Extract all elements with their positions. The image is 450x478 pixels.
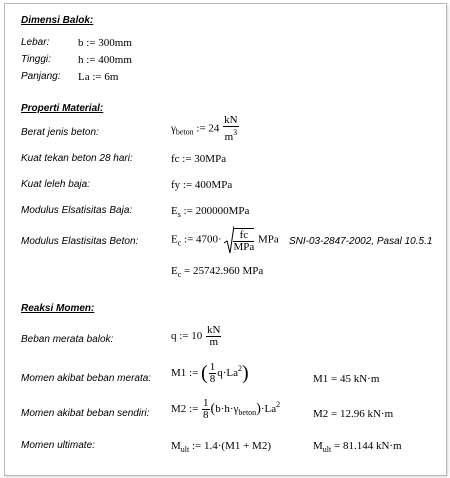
sqrt-symbol: $\frac{fc}{\text{MPa}}$ (224, 225, 255, 255)
section-heading-reaksi: Reaksi Momen: (21, 303, 95, 314)
label-modulus-baja: Modulus Elsatisitas Baja: (21, 205, 133, 216)
label-tinggi: Tinggi: (21, 54, 51, 65)
eq-es: $E_s$ := 200000MPa (171, 205, 250, 219)
eq-fc: fc := 30MPa (171, 153, 227, 165)
fraction-kn-m: $\frac{kN}{m}$ (207, 324, 221, 348)
eq-berat-jenis: $\gamma_{beton}$ := 24 $\frac{kN}{m^3}$ (171, 114, 238, 143)
eq-m2: M2 := $\frac{1}{8}$ $(b\cdot h\cdot\gamma_{beton})\cdot La^2$ (171, 397, 281, 421)
result-m2: M2 = 12.96 kN·m (313, 408, 394, 420)
label-beban-merata: Beban merata balok: (21, 334, 114, 345)
label-kuat-tekan: Kuat tekan beton 28 hari: (21, 153, 133, 164)
section-heading-properti: Properti Material: (21, 103, 104, 114)
label-modulus-beton: Modulus Elastisitas Beton: (21, 236, 139, 247)
label-berat-jenis: Berat jenis beton: (21, 127, 99, 138)
result-mult: $M_{ult} = 81.144$ kN·m (313, 440, 402, 454)
eq-tinggi: h := 400mm (78, 54, 132, 66)
eq-q: q := 10 $\frac{kN}{m}$ (171, 324, 221, 348)
label-momen-ultimate: Momen ultimate: (21, 440, 95, 451)
section-heading-dimensi: Dimensi Balok: (21, 15, 94, 26)
eq-m1: M1 := ( $\frac{1}{8}$ $q\cdot La^2$) (171, 361, 249, 385)
eq-ec: $E_c$ := 4700· $\frac{fc}{\text{MPa}}$ MPa (171, 225, 279, 255)
label-momen-sendiri: Momen akibat beban sendiri: (21, 408, 150, 419)
eq-fy: fy := 400MPa (171, 179, 233, 191)
label-lebar: Lebar: (21, 37, 50, 48)
eq-lebar: b := 300mm (78, 37, 132, 49)
result-ec: $E_c = 25742.960$ MPa (171, 265, 264, 279)
label-panjang: Panjang: (21, 71, 61, 82)
label-momen-merata: Momen akibat beban merata: (21, 373, 152, 384)
result-m1: M1 = 45 kN·m (313, 373, 380, 385)
eq-panjang: La := 6m (78, 71, 119, 83)
fraction-kn-m3: $\frac{kN}{m^3}$ (224, 114, 238, 143)
label-kuat-leleh: Kuat leleh baja: (21, 179, 90, 190)
eq-mult: $M_{ult}$ := 1.4·(M1 + M2) (171, 440, 271, 454)
reference-sni: SNI-03-2847-2002, Pasal 10.5.1 (289, 236, 433, 247)
